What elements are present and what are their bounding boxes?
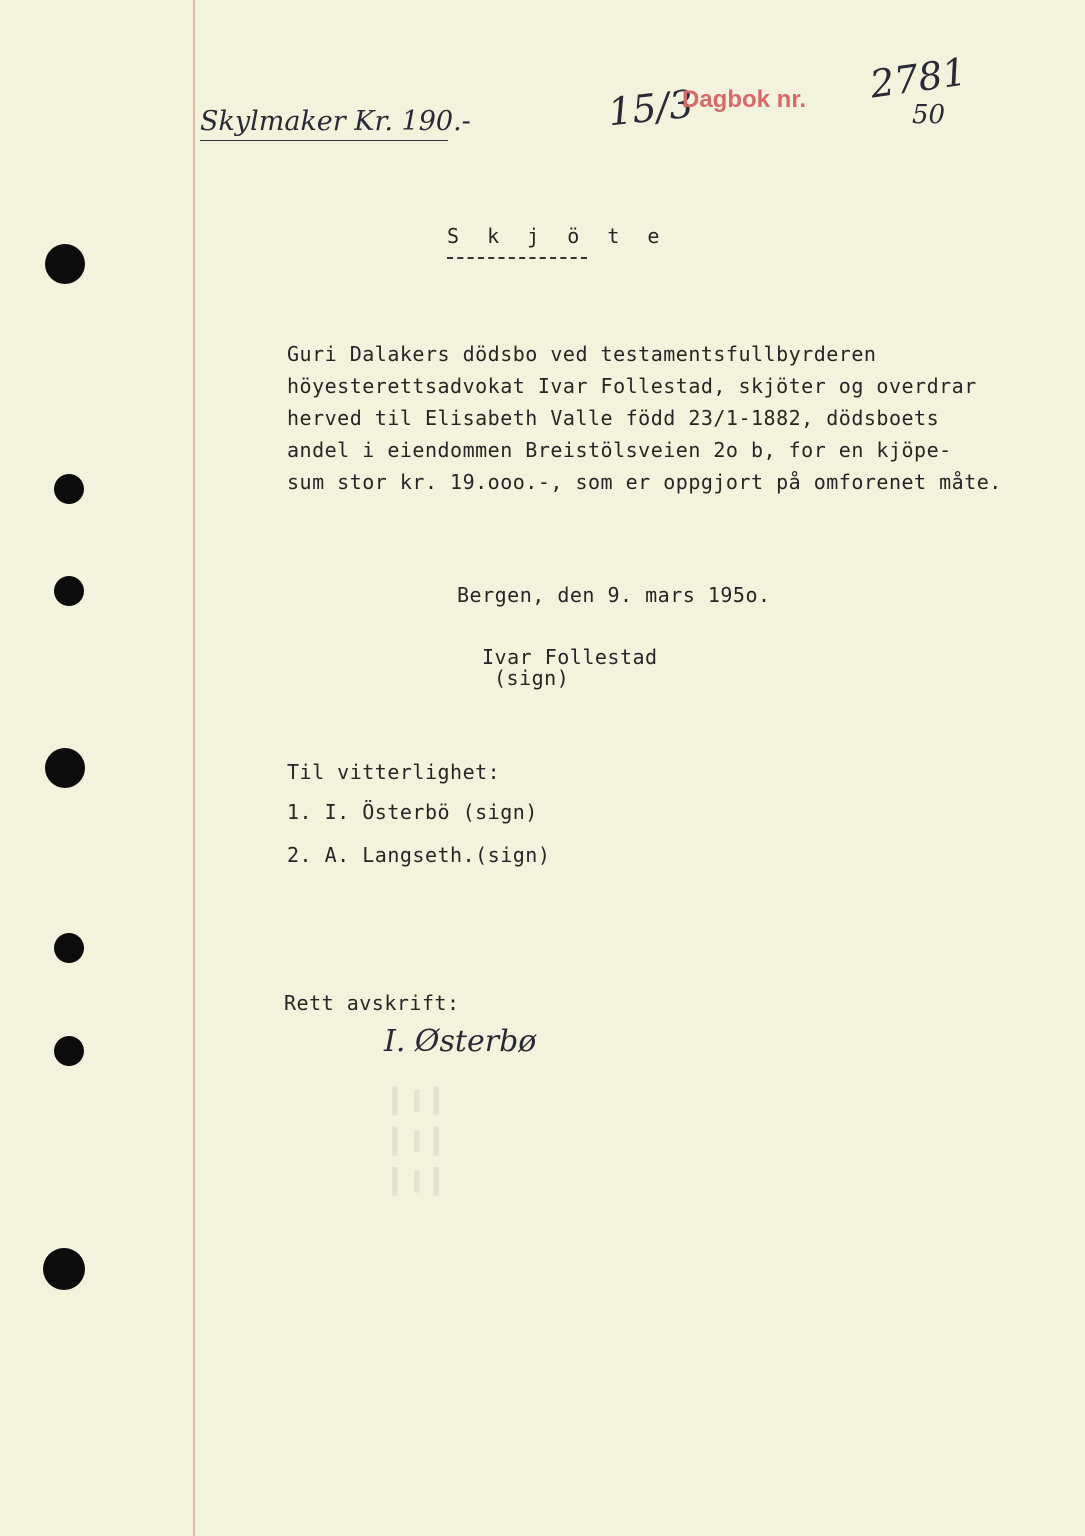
signer-name: Ivar Follestad: [482, 645, 658, 669]
body-line: sum stor kr. 19.ooo.-, som er oppgjort på omforenet måte.: [287, 470, 1002, 494]
place-date: Bergen, den 9. mars 195o.: [457, 583, 771, 607]
body-line: herved til Elisabeth Valle född 23/1-1882, dödsboets: [287, 406, 940, 430]
witness-heading: Til vitterlighet:: [287, 760, 501, 784]
document-title: S k j ö t e: [447, 224, 668, 248]
binder-hole: [54, 933, 84, 963]
signer-sign: (sign): [494, 666, 570, 690]
journal-stamp-year: 50: [912, 100, 946, 130]
fee-note: Skylmaker Kr. 190.-: [200, 106, 471, 137]
binder-hole: [43, 1248, 85, 1290]
binder-hole: [45, 748, 85, 788]
witness-1: 1. I. Österbö (sign): [287, 800, 538, 824]
binder-hole: [54, 576, 84, 606]
binder-hole: [54, 1036, 84, 1066]
date-note: 15/3: [605, 81, 696, 135]
watermark-text: ΞΞΞ: [376, 1080, 450, 1202]
body-line: andel i eiendommen Breistölsveien 2o b, for en kjöpe-: [287, 438, 952, 462]
body-line: höyesterettsadvokat Ivar Follestad, skjöter og overdrar: [287, 374, 977, 398]
binder-hole: [45, 244, 85, 284]
title-underline: [447, 257, 587, 259]
body-line: Guri Dalakers dödsbo ved testamentsfullbyrderen: [287, 342, 877, 366]
binder-hole: [54, 474, 84, 504]
fee-note-underline: [200, 140, 448, 141]
paper-watermark: [376, 1080, 450, 1201]
journal-stamp-number: 2781: [867, 49, 970, 107]
copy-signature: I. Østerbø: [384, 1024, 537, 1059]
journal-stamp-label: Dagbok nr.: [682, 86, 807, 113]
margin-rule: [193, 0, 195, 1536]
copy-note: Rett avskrift:: [284, 991, 460, 1015]
witness-2: 2. A. Langseth.(sign): [287, 843, 551, 867]
